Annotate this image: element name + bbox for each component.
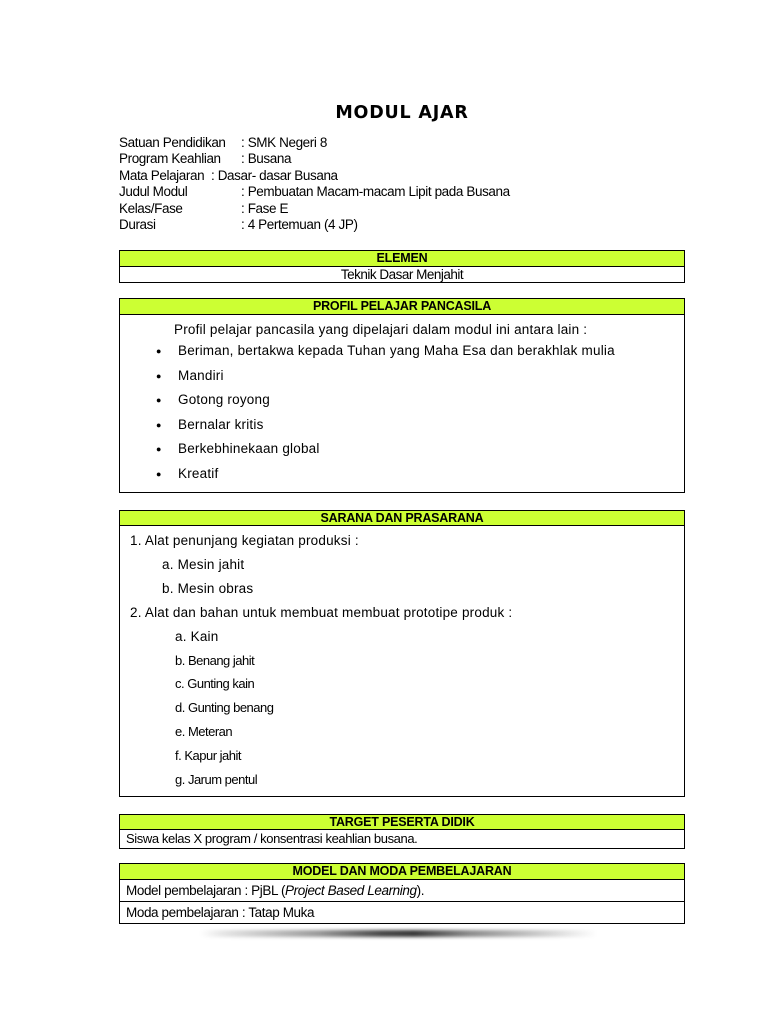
section-profil-pelajar-pancasila <box>119 298 685 492</box>
list-item: b. Benang jahit <box>175 652 255 668</box>
list-item: 2. Alat dan bahan untuk membuat membuat prototipe produk : <box>130 604 513 620</box>
section-profil-body <box>120 315 684 492</box>
list-item <box>120 413 684 438</box>
metadata-label: Judul Modul <box>119 184 188 200</box>
bullet-icon: ● <box>156 345 162 356</box>
metadata-value: : SMK Negeri 8 <box>241 135 327 150</box>
list-item: e. Meteran <box>175 724 233 740</box>
section-sarana-dan-prasarana <box>119 510 685 797</box>
list-item: a. Mesin jahit <box>162 556 245 572</box>
model-row-prefix: Model pembelajaran : PjBL ( <box>126 882 286 898</box>
redacted-blurred-line <box>200 930 597 937</box>
list-item <box>120 364 684 389</box>
list-item: c. Gunting kain <box>175 676 255 692</box>
list-item-text: Bernalar kritis <box>178 416 264 432</box>
list-item-text: Gotong royong <box>178 392 270 408</box>
section-target-body: Siswa kelas X program / konsentrasi keahlian busana. <box>126 831 418 847</box>
metadata-row <box>119 217 685 233</box>
profil-intro-text: Profil pelajar pancasila yang dipelajari dalam modul ini antara lain : <box>174 321 588 337</box>
metadata-label: Durasi <box>119 217 156 233</box>
section-elemen <box>119 250 685 283</box>
section-model-header: MODEL DAN MODA PEMBELAJARAN <box>120 864 684 880</box>
metadata-value: : 4 Pertemuan (4 JP) <box>241 217 358 233</box>
list-item-text: Berkebhinekaan global <box>178 441 320 457</box>
bullet-icon: ● <box>156 419 162 430</box>
section-target-peserta-didik <box>119 814 685 850</box>
metadata-label: Program Keahlian <box>119 151 221 167</box>
section-sarana-body <box>120 526 684 796</box>
metadata-value: : Busana <box>241 151 292 167</box>
model-row-suffix: ). <box>416 882 425 898</box>
metadata-row <box>119 201 685 217</box>
list-item: g. Jarum pentul <box>175 772 258 788</box>
metadata-label: Satuan Pendidikan <box>119 135 226 150</box>
metadata-row <box>119 151 685 167</box>
model-pembelajaran-row <box>120 880 684 901</box>
list-item <box>120 339 684 364</box>
page-title: MODUL AJAR <box>335 103 469 123</box>
bullet-icon: ● <box>156 370 162 381</box>
section-elemen-header: ELEMEN <box>120 251 684 267</box>
section-target-header: TARGET PESERTA DIDIK <box>120 815 684 831</box>
section-profil-header: PROFIL PELAJAR PANCASILA <box>120 299 684 315</box>
list-item-text: Beriman, bertakwa kepada Tuhan yang Maha Esa dan berakhlak mulia <box>178 342 615 358</box>
metadata-block <box>119 135 685 233</box>
metadata-row <box>119 135 685 151</box>
metadata-row <box>119 168 685 184</box>
metadata-label: Mata Pelajaran <box>119 167 205 183</box>
list-item: f. Kapur jahit <box>175 748 241 764</box>
list-item: a. Kain <box>175 628 219 644</box>
document-page <box>119 0 685 937</box>
metadata-value: : Pembuatan Macam-macam Lipit pada Busana <box>241 184 510 200</box>
metadata-label: Kelas/Fase <box>119 200 183 216</box>
list-item <box>120 388 684 413</box>
moda-pembelajaran-row: Moda pembelajaran : Tatap Muka <box>120 901 684 923</box>
list-item: b. Mesin obras <box>162 580 254 596</box>
list-item: 1. Alat penunjang kegiatan produksi : <box>130 533 359 548</box>
section-elemen-body: Teknik Dasar Menjahit <box>340 266 464 282</box>
metadata-value: : Dasar- dasar Busana <box>211 167 338 183</box>
bullet-icon: ● <box>156 468 162 479</box>
list-item-text: Mandiri <box>178 367 224 383</box>
section-model-dan-moda <box>119 863 685 924</box>
list-item <box>120 462 684 487</box>
list-item: d. Gunting benang <box>175 700 274 716</box>
list-item-text: Kreatif <box>178 465 219 481</box>
bullet-icon: ● <box>156 395 162 406</box>
bullet-icon: ● <box>156 444 162 455</box>
section-sarana-header: SARANA DAN PRASARANA <box>120 511 684 527</box>
list-item <box>120 437 684 462</box>
metadata-value: : Fase E <box>241 200 289 216</box>
metadata-row <box>119 184 685 200</box>
model-row-italic: Project Based Learning <box>285 882 417 898</box>
